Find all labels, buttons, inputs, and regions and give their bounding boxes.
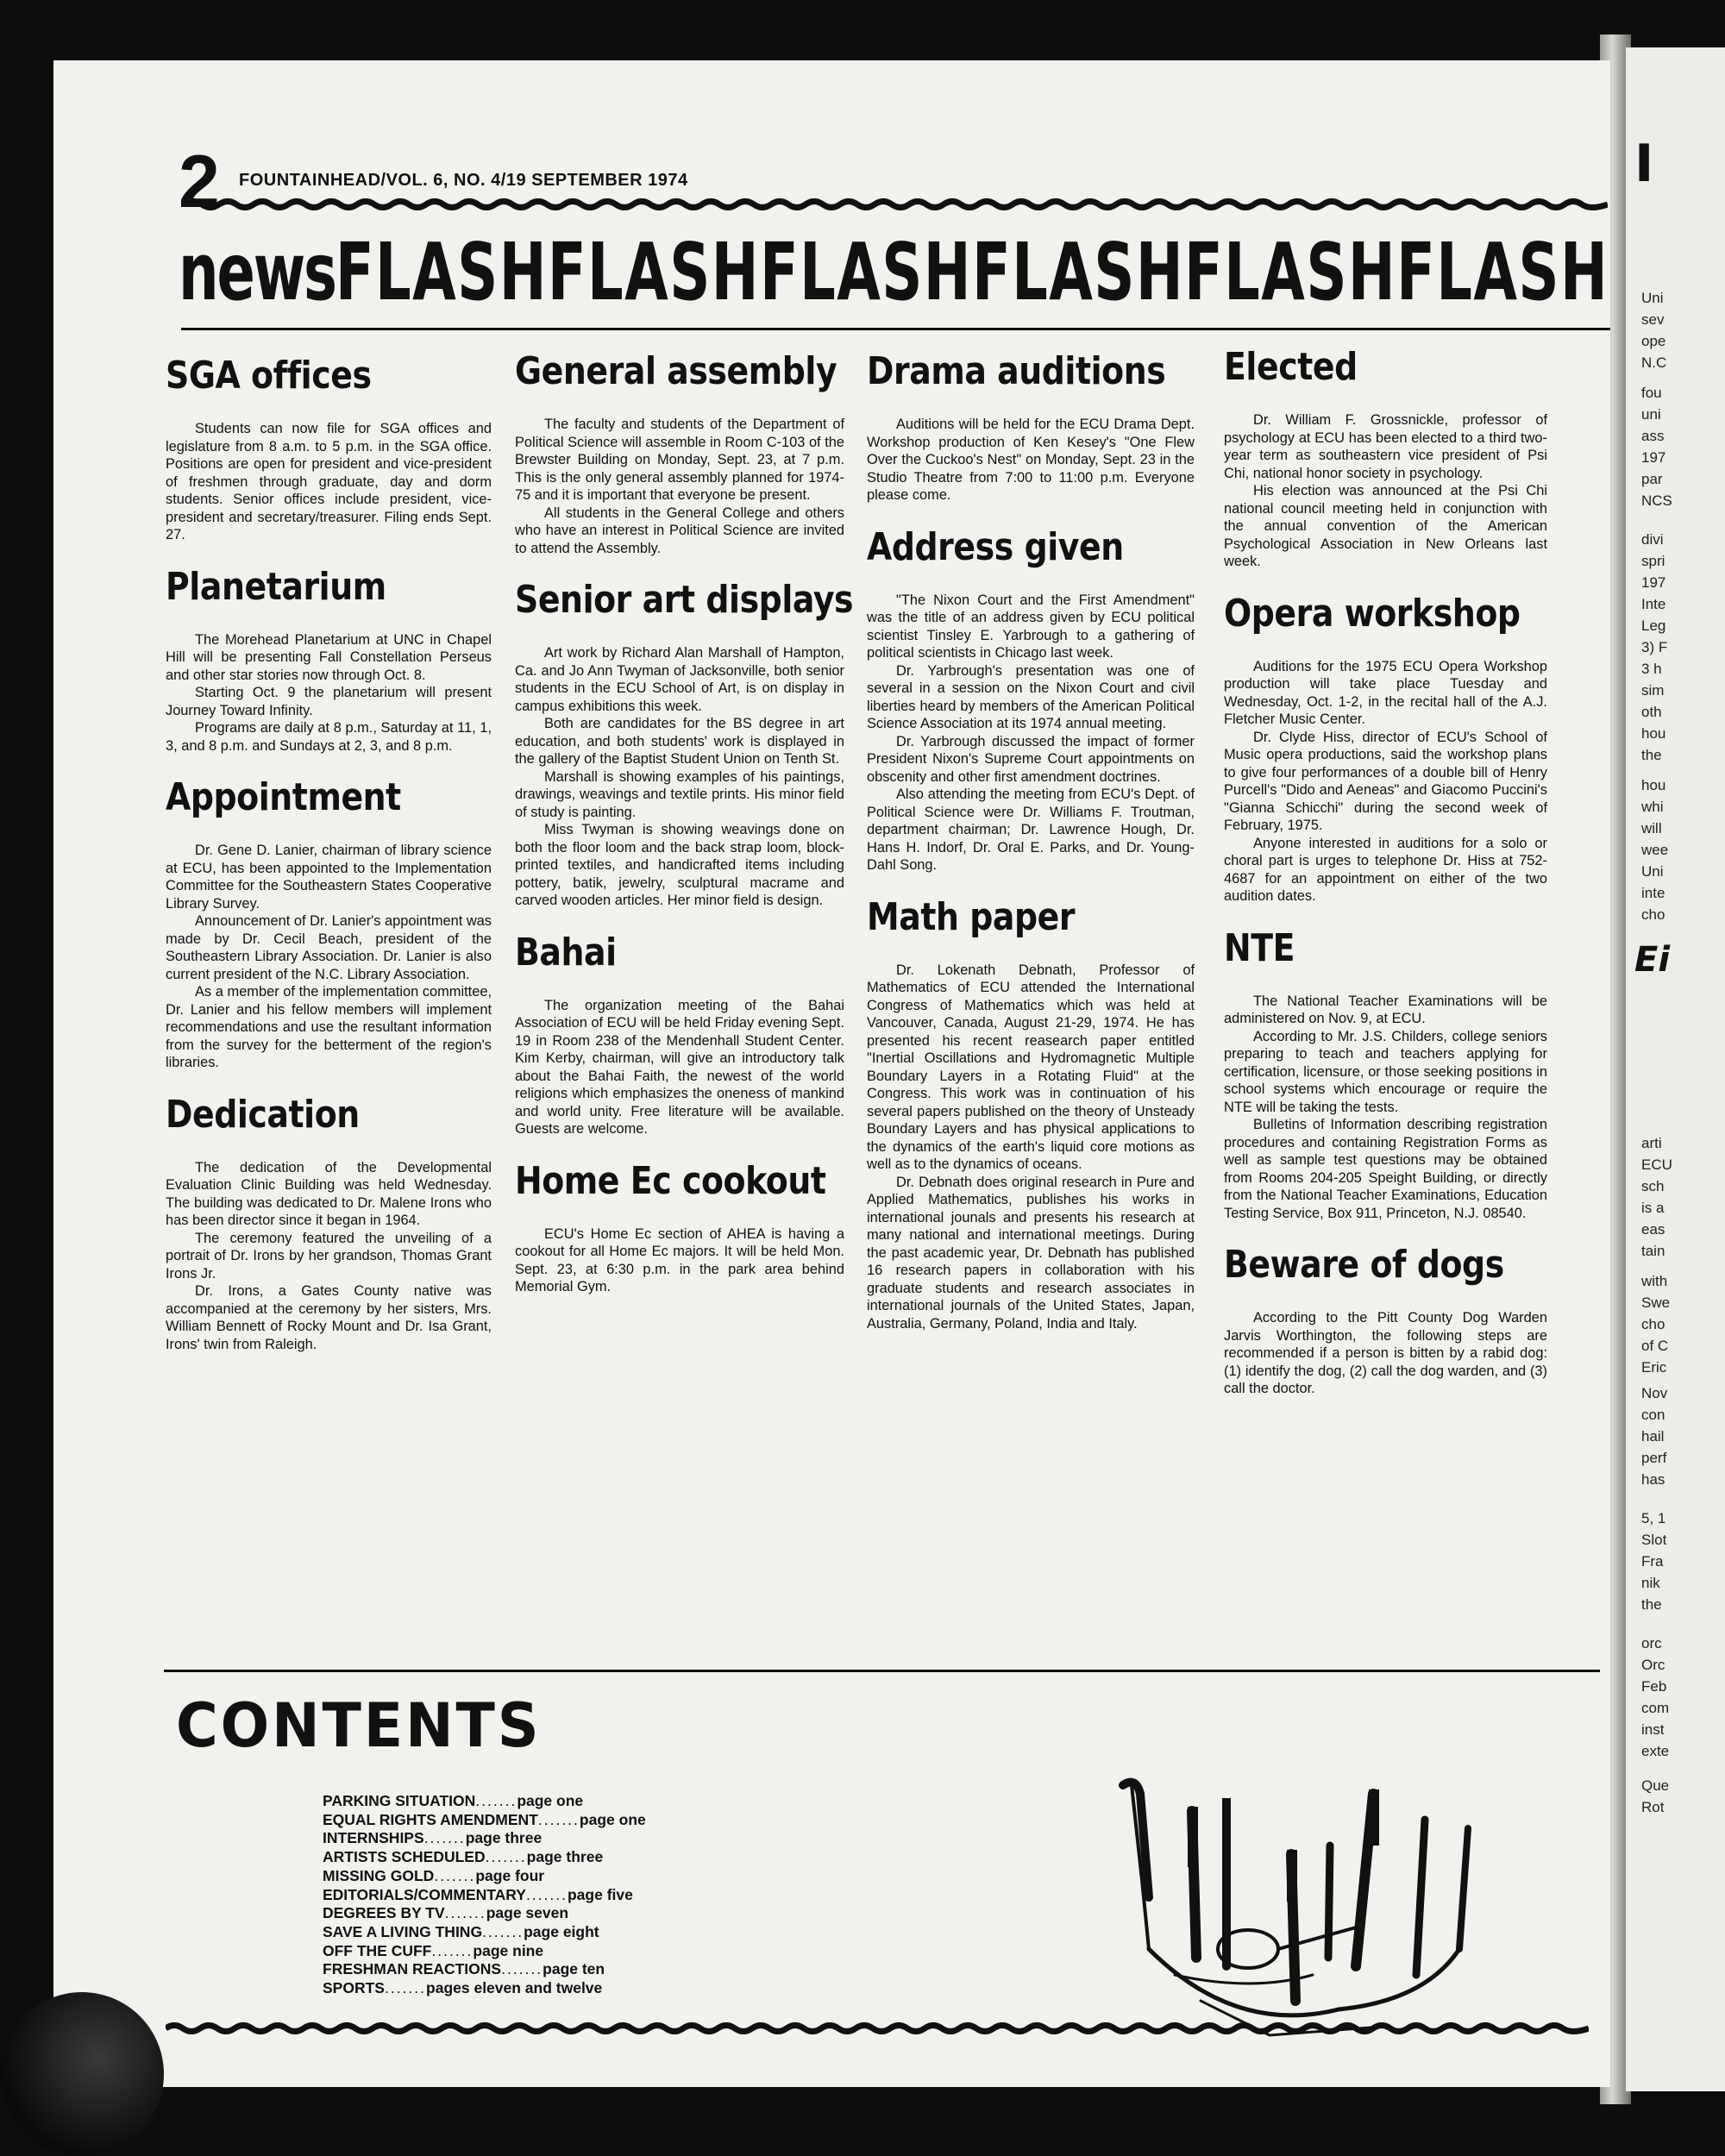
article-paragraph: Programs are daily at 8 p.m., Saturday at 11, 1, 3, and 8 p.m. and Sundays at 2, 3, and 8 p.m. xyxy=(166,720,492,754)
article-paragraph: All students in the General College and others who have an interest in Political Science are invited to attend the Assembly. xyxy=(515,505,844,556)
facing-page-snippet: 3 h xyxy=(1641,661,1662,677)
article-headline: Address given xyxy=(867,524,1124,569)
facing-page-snippet: spri xyxy=(1641,553,1665,569)
wavy-rule-top xyxy=(185,198,1608,210)
article-paragraph: Bulletins of Information describing registration procedures and containing Registration Forms as well as sample test questions may be obtained from Rooms 204-205 Speight Building, or directly from the National Teacher Examinations, Education Testing Service, Box 911, Princeton, N.J. 08540. xyxy=(1224,1117,1547,1221)
wavy-rule-bottom xyxy=(166,2022,1589,2034)
article-paragraph: Dr. Yarbrough discussed the impact of former President Nixon's Supreme Court appointments on obscenity and other first amendment doctrines. xyxy=(867,733,1195,785)
facing-page-snippet: cho xyxy=(1641,1316,1665,1332)
contents-item-label: INTERNSHIPS xyxy=(323,1829,424,1847)
article-headline: Drama auditions xyxy=(867,349,1166,393)
contents-item-label: SPORTS xyxy=(323,1979,385,1997)
article-paragraph: The ceremony featured the unveiling of a portrait of Dr. Irons by her grandson, Thomas Grant Irons Jr. xyxy=(166,1230,492,1282)
contents-item-label: FRESHMAN REACTIONS xyxy=(323,1960,502,1978)
facing-page-snippet: wee xyxy=(1641,842,1669,858)
article-paragraph: Miss Twyman is showing weavings done on both the floor loom and the back strap loom, block-printed textiles, and handicrafted items including pottery, batik, jewelry, sculptural macrame and carved wooden articles. Her minor field is design. xyxy=(515,822,844,908)
article-headline: General assembly xyxy=(515,349,837,393)
contents-item-page: page eight xyxy=(524,1922,599,1940)
facing-page-snippet: 197 xyxy=(1641,574,1666,591)
article-headline: Math paper xyxy=(867,894,1076,939)
facing-page-snippet: hou xyxy=(1641,777,1666,793)
facing-page-snippet: has xyxy=(1641,1471,1665,1488)
contents-item-label: DEGREES BY TV xyxy=(323,1904,445,1922)
article-headline: Home Ec cookout xyxy=(515,1158,826,1203)
contents-item-page: page one xyxy=(517,1792,584,1809)
facing-page-snippet: inte xyxy=(1641,885,1665,901)
facing-page-snippet: Que xyxy=(1641,1777,1670,1794)
contents-item-leader: ....... xyxy=(423,1829,466,1847)
contents-item-page: page seven xyxy=(486,1904,569,1922)
article-paragraph: As a member of the implementation committee, Dr. Lanier and his fellow members will implement recommendations and use the resultant information from the survey for the betterment of the region's libraries. xyxy=(166,984,492,1070)
article-headline: Bahai xyxy=(515,930,617,975)
facing-section-fragment: Ei xyxy=(1634,940,1671,980)
contents-item-label: PARKING SITUATION xyxy=(323,1792,476,1809)
column-4 xyxy=(1224,345,1547,1419)
facing-page-snippet: sch xyxy=(1641,1178,1665,1194)
contents-item-page: page ten xyxy=(543,1960,605,1978)
article-paragraph: Auditions for the 1975 ECU Opera Workshop production will take place Tuesday and Wednesday, Oct. 1-2, in the recital hall of the A.J. Fletcher Music Center. xyxy=(1224,658,1547,727)
contents-item-leader: ....... xyxy=(431,1941,474,1959)
article-paragraph: "The Nixon Court and the First Amendment" was the title of an address given by ECU political scientist Tinsley E. Yarbrough to a gathering of political scientists in Chicago last week. xyxy=(867,592,1195,661)
contents-item-page: page nine xyxy=(473,1941,544,1959)
article-paragraph: Dr. Lokenath Debnath, Professor of Mathematics of ECU attended the International Congress of Mathematics which was held at Vancouver, Canada, August 21-29, 1974. He has presented his recent reasearch paper entitled "Inertial Oscillations and Hydromagnetic Multiple Boundary Layers in a Rotating Fluid" at the Congress. This work was in continuation of his several papers published on the theory of Unsteady Boundary Layers and has physical applications to the dynamics of the earth's liquid core motions as well as to the dynamics of oceans. xyxy=(867,962,1195,1172)
contents-item-page: page five xyxy=(567,1885,633,1903)
article-headline: SGA offices xyxy=(166,354,372,398)
contents-item-page: pages eleven and twelve xyxy=(426,1979,603,1997)
contents-item-page: page three xyxy=(526,1848,604,1866)
article-paragraph: The Morehead Planetarium at UNC in Chapel Hill will be presenting Fall Constellation Perseus and other star stories now through Oct. 8. xyxy=(166,631,492,683)
contents-item-label: EQUAL RIGHTS AMENDMENT xyxy=(323,1810,538,1828)
article-paragraph: Dr. Yarbrough's presentation was one of several in a session on the Nixon Court and civil liberties heard by members of the American Political Science Association at its 1974 annual meeting. xyxy=(867,662,1195,731)
article-general-assembly xyxy=(515,349,844,557)
banner-rule xyxy=(181,328,1610,330)
contents-item-label: ARTISTS SCHEDULED xyxy=(323,1848,486,1866)
facing-page-snippet: Leg xyxy=(1641,617,1666,634)
facing-page-snippet: whi xyxy=(1641,799,1664,815)
contents-list xyxy=(323,1792,646,1998)
facing-page-snippet: par xyxy=(1641,471,1663,487)
article-headline: Opera workshop xyxy=(1224,591,1521,636)
contents-item-leader: ....... xyxy=(537,1810,580,1828)
facing-page-snippet: exte xyxy=(1641,1743,1670,1759)
facing-page-snippet: perf xyxy=(1641,1450,1667,1466)
contents-item-label: OFF THE CUFF xyxy=(323,1941,432,1959)
article-drama-auditions xyxy=(867,349,1195,505)
banner-flash: FLASHFLASHFLASHFLASHFLASHFLASH xyxy=(335,226,1609,318)
facing-page-snippet: Rot xyxy=(1641,1799,1665,1815)
page-number: 2 xyxy=(179,141,220,223)
facing-page-snippet: hou xyxy=(1641,725,1666,742)
facing-page-snippet: inst xyxy=(1641,1721,1665,1738)
contents-item-label: EDITORIALS/COMMENTARY xyxy=(323,1885,526,1903)
facing-page-snippet: Feb xyxy=(1641,1678,1667,1695)
contents-item-leader: ....... xyxy=(434,1866,476,1884)
contents-title: CONTENTS xyxy=(176,1690,542,1761)
contents-item-leader: ....... xyxy=(475,1792,518,1809)
article-paragraph: ECU's Home Ec section of AHEA is having a cookout for all Home Ec majors. It will be held Mon. Sept. 23, at 6:30 p.m. in the park area behind Memorial Gym. xyxy=(515,1225,844,1294)
contents-item-page: page three xyxy=(465,1829,543,1847)
article-paragraph: Anyone interested in auditions for a solo or choral part is urges to telephone Dr. Hiss at 752-4687 for an appointment on either of the two audition dates. xyxy=(1224,835,1547,904)
facing-page-snippet: the xyxy=(1641,1596,1662,1613)
article-paragraph: Dr. William F. Grossnickle, professor of psychology at ECU has been elected to a third two-year term as southeastern vice president of Psi Chi, national honor society in psychology. xyxy=(1224,412,1547,481)
facing-page-snippet: with xyxy=(1641,1273,1668,1289)
article-paragraph: His election was announced at the Psi Chi national council meeting held in conjunction with the annual convention of the American Psychological Association in New Orleans last week. xyxy=(1224,483,1547,569)
column-1 xyxy=(166,354,492,1374)
facing-page-snippet: orc xyxy=(1641,1635,1662,1651)
banner-news: news xyxy=(179,226,336,318)
facing-page-snippet: 5, 1 xyxy=(1641,1510,1666,1526)
facing-page-snippet: Uni xyxy=(1641,863,1664,880)
facing-page-snippet: Fra xyxy=(1641,1553,1664,1570)
contents-item-leader: ....... xyxy=(444,1904,486,1922)
contents-item-leader: ....... xyxy=(525,1885,568,1903)
facing-page-snippet: sev xyxy=(1641,311,1665,328)
article-headline: Appointment xyxy=(166,775,401,819)
article-appointment xyxy=(166,775,492,1072)
facing-page-snippet: ope xyxy=(1641,333,1666,349)
article-elected xyxy=(1224,345,1547,571)
contents-item-leader: ....... xyxy=(501,1960,543,1978)
contents-item-label: SAVE A LIVING THING xyxy=(323,1922,483,1940)
facing-page-snippet: ass xyxy=(1641,428,1665,444)
facing-page-snippet: arti xyxy=(1641,1135,1662,1151)
article-paragraph: Both are candidates for the BS degree in art education, and both students' work is displayed in the gallery of the Baptist Student Union on Tenth St. xyxy=(515,716,844,767)
contents-rule-top xyxy=(164,1670,1600,1672)
article-paragraph: Dr. Debnath does original research in Pure and Applied Mathematics, publishes his works in international jounals and presents his research at many national and international meetings. During the past academic year, Dr. Debnath has published 16 research papers in collaboration with his graduate students and research associates in international journals of the United States, Japan, Australia, Germany, Poland, India and Italy. xyxy=(867,1174,1195,1332)
facing-page-snippet: will xyxy=(1641,820,1662,837)
article-paragraph: The dedication of the Developmental Evaluation Clinic Building was held Wednesday. The building was dedicated to Dr. Malene Irons who has been director since it began in 1964. xyxy=(166,1159,492,1228)
contents-item-leader: ....... xyxy=(384,1979,427,1997)
contents-item xyxy=(323,1886,646,1905)
facing-page-snippet: Nov xyxy=(1641,1385,1668,1401)
article-nte xyxy=(1224,926,1547,1223)
article-headline: Elected xyxy=(1224,345,1358,389)
newspaper-page xyxy=(53,60,1610,2087)
contents-item-leader: ....... xyxy=(485,1848,527,1866)
facing-page-snippet: eas xyxy=(1641,1221,1665,1238)
contents-item xyxy=(323,1829,646,1848)
article-paragraph: The organization meeting of the Bahai Association of ECU will be held Friday evening Sept. 19 in Room 238 of the Mendenhall Student Center. Kim Kerby, chairman, will give an introductory talk about the Bahai Faith, the newest of the world religions which emphasizes the oneness of mankind and world unity. Free literature will be available. Guests are welcome. xyxy=(515,997,844,1137)
facing-page-snippet: N.C xyxy=(1641,354,1667,371)
facing-page-snippet: fou xyxy=(1641,385,1662,401)
contents-item xyxy=(323,1792,646,1811)
article-paragraph: The faculty and students of the Department of Political Science will assemble in Room C-103 of the Brewster Building on Monday, Sept. 23, at 7 p.m. This is the only general assembly planned for 1974-75 and it is important that everyone be present. xyxy=(515,417,844,503)
article-paragraph: According to Mr. J.S. Childers, college seniors preparing to teach and teachers applying for certification, licensure, or those seeking positions in school systems which encourage or require the NTE will be taking the tests. xyxy=(1224,1028,1547,1115)
article-bahai xyxy=(515,931,844,1138)
contents-item-label: MISSING GOLD xyxy=(323,1866,435,1884)
facing-page-edge xyxy=(1626,47,1725,2091)
facing-page-snippet: divi xyxy=(1641,531,1664,548)
facing-page-snippet: hail xyxy=(1641,1428,1665,1445)
facing-page-snippet: con xyxy=(1641,1407,1665,1423)
article-dedication xyxy=(166,1093,492,1354)
contents-item-leader: ....... xyxy=(482,1922,524,1940)
contents-item xyxy=(323,1942,646,1961)
facing-page-snippet: the xyxy=(1641,747,1662,763)
facing-page-snippet: com xyxy=(1641,1700,1670,1716)
article-planetarium xyxy=(166,565,492,755)
tools-illustration xyxy=(1097,1777,1554,2044)
article-headline: NTE xyxy=(1224,925,1295,970)
contents-item xyxy=(323,1904,646,1923)
article-opera-workshop xyxy=(1224,592,1547,906)
facing-page-snippet: NCS xyxy=(1641,492,1672,509)
facing-page-snippet: cho xyxy=(1641,906,1665,923)
article-paragraph: Dr. Clyde Hiss, director of ECU's School of Music opera productions, said the workshop plans to give four performances of a double bill of Henry Purcell's "Dido and Aeneas" and Giacomo Puccini's "Gianna Schicchi" during the second week of February, 1975. xyxy=(1224,729,1547,833)
masthead: FOUNTAINHEAD/VOL. 6, NO. 4/19 SEPTEMBER 1974 xyxy=(239,171,688,190)
article-headline: Planetarium xyxy=(166,564,386,609)
article-math-paper xyxy=(867,895,1195,1333)
facing-page-snippet: is a xyxy=(1641,1200,1665,1216)
facing-page-snippet: Slot xyxy=(1641,1532,1667,1548)
facing-page-snippet: Inte xyxy=(1641,596,1666,612)
contents-item-page: page one xyxy=(579,1810,646,1828)
article-paragraph: Art work by Richard Alan Marshall of Hampton, Ca. and Jo Ann Twyman of Jacksonville, both senior students in the ECU School of Art, is on display in campus exhibitions this week. xyxy=(515,645,844,714)
contents-item xyxy=(323,1811,646,1830)
article-headline: Dedication xyxy=(166,1092,360,1137)
article-paragraph: Auditions will be held for the ECU Drama Dept. Workshop production of Ken Kesey's "One Flew Over the Cuckoo's Nest" on Monday, Sept. 23 in the Studio Theatre from 7:00 to 11:00 p.m. Everyone please come. xyxy=(867,417,1195,503)
contents-item xyxy=(323,1979,646,1998)
article-home-ec-cookout xyxy=(515,1159,844,1296)
column-3 xyxy=(867,349,1195,1353)
article-paragraph: According to the Pitt County Dog Warden Jarvis Worthington, the following steps are recommended if a person is bitten by a rabid dog: (1) identify the dog, (2) call the dog warden, and (3) call the doctor. xyxy=(1224,1310,1547,1396)
facing-page-snippet: tain xyxy=(1641,1243,1665,1259)
column-2 xyxy=(515,349,854,1317)
article-address-given xyxy=(867,525,1195,874)
facing-page-snippet: ECU xyxy=(1641,1156,1672,1173)
facing-page-snippet: uni xyxy=(1641,406,1661,423)
contents-item xyxy=(323,1960,646,1979)
article-sga-offices xyxy=(166,354,492,544)
newsflash-banner xyxy=(179,226,1609,318)
contents-item xyxy=(323,1867,646,1886)
article-beware-of-dogs xyxy=(1224,1243,1547,1398)
facing-page-snippet: Swe xyxy=(1641,1294,1671,1311)
facing-page-snippet: 197 xyxy=(1641,449,1666,466)
facing-page-snippet: Orc xyxy=(1641,1657,1665,1673)
article-headline: Senior art displays xyxy=(515,578,854,622)
article-paragraph: The National Teacher Examinations will be administered on Nov. 9, at ECU. xyxy=(1224,993,1547,1026)
scanner-thumb-shadow xyxy=(0,1992,164,2156)
facing-page-snippet: Uni xyxy=(1641,290,1664,306)
article-senior-art-displays xyxy=(515,578,854,910)
facing-page-snippet: oth xyxy=(1641,704,1662,720)
article-paragraph: Dr. Gene D. Lanier, chairman of library science at ECU, has been appointed to the Implementation Committee for the Southeastern States Cooperative Library Survey. xyxy=(166,843,492,912)
article-paragraph: Marshall is showing examples of his paintings, drawings, weavings and textile prints. His minor field of study is painting. xyxy=(515,768,844,820)
contents-item xyxy=(323,1848,646,1867)
facing-page-snippet: 3) F xyxy=(1641,639,1668,655)
facing-page-snippet: of C xyxy=(1641,1338,1669,1354)
facing-page-snippet: nik xyxy=(1641,1575,1660,1591)
article-paragraph: Also attending the meeting from ECU's Dept. of Political Science were Dr. Williams F. Troutman, department chairman; Dr. Lawrence Hough, Dr. Hans H. Indorf, Dr. Oral E. Parks, and Dr. Young-Dahl Song. xyxy=(867,787,1195,873)
contents-item xyxy=(323,1923,646,1942)
facing-page-snippet: Eric xyxy=(1641,1359,1667,1376)
article-paragraph: Starting Oct. 9 the planetarium will present Journey Toward Infinity. xyxy=(166,685,492,718)
article-paragraph: Students can now file for SGA offices and legislature from 8 a.m. to 5 p.m. in the SGA office. Positions are open for president and vice-president of freshmen through graduate, day and dorm students. Senior offices include president, vice-president and secretary/treasurer. Filing ends Sept. 27. xyxy=(166,421,492,542)
contents-item-page: page four xyxy=(475,1866,545,1884)
article-paragraph: Announcement of Dr. Lanier's appointment was made by Dr. Cecil Beach, president of the Southeastern Library Association. Dr. Lanier is also current president of the N.C. Library Association. xyxy=(166,913,492,982)
article-paragraph: Dr. Irons, a Gates County native was accompanied at the ceremony by her sisters, Mrs. William Bennett of Rocky Mount and Dr. Isa Grant, Irons' twin from Raleigh. xyxy=(166,1283,492,1352)
facing-page-snippet: sim xyxy=(1641,682,1665,699)
facing-headline-fragment: I xyxy=(1634,134,1654,194)
article-headline: Beware of dogs xyxy=(1224,1243,1504,1287)
